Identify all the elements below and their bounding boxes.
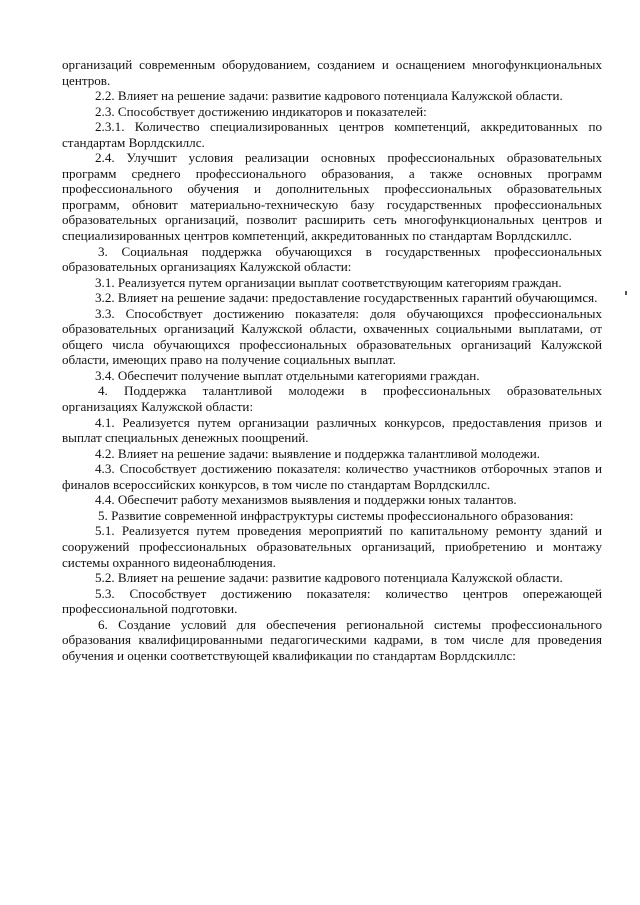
paragraph-4-1: 4.1. Реализуется путем организации различных конкурсов, предоставления призов и выплат специальных денежных поощрений.: [62, 414, 602, 446]
scan-mark: [625, 291, 627, 295]
paragraph-2-3: 2.3. Способствует достижению индикаторов и показателей:: [95, 103, 427, 119]
paragraph-5: 5. Развитие современной инфраструктуры системы профессионального образования:: [98, 507, 574, 523]
paragraph-continuation: организаций современным оборудованием, созданием и оснащением многофункциональных центров.: [62, 57, 602, 88]
paragraph-5-3: 5.3. Способствует достижению показателя: количество центров опережающей профессиональной подготовки.: [62, 585, 602, 617]
paragraph-3-3: 3.3. Способствует достижению показателя: доля обучающихся профессиональных образовательных организаций Калужской области, охваченных социальными выплатами, от общего числа обучающихся профессиональных образовательных организаций Калужской области, имеющих право на получение социальных выплат.: [62, 305, 602, 368]
paragraph-4-3: 4.3. Способствует достижению показателя: количество участников отборочных этапов и финалов всероссийских конкурсов, в том числе по стандартам Ворлдскиллс.: [62, 461, 602, 492]
paragraph-3-1: 3.1. Реализуется путем организации выплат соответствующим категориям граждан.: [95, 274, 562, 290]
paragraph-3-2: 3.2. Влияет на решение задачи: предоставление государственных гарантий обучающимся.: [95, 290, 598, 306]
paragraph-4-2: 4.2. Влияет на решение задачи: выявление и поддержка талантливой молодежи.: [95, 445, 540, 461]
paragraph-6: 6. Создание условий для обеспечения региональной системы профессионального образования квалифицированными педагогическими кадрами, в том числе для проведения обучения и оценки соответствующей квалификации по стандартам Ворлдскиллс:: [62, 616, 602, 663]
paragraph-3: 3. Социальная поддержка обучающихся в государственных профессиональных образовательных организациях Калужской области:: [62, 243, 602, 275]
paragraph-2-2: 2.2. Влияет на решение задачи: развитие кадрового потенциала Калужской области.: [95, 88, 563, 104]
paragraph-4-4: 4.4. Обеспечит работу механизмов выявления и поддержки юных талантов.: [95, 492, 517, 508]
paragraph-2-3-1: 2.3.1. Количество специализированных центров компетенций, аккредитованных по стандартам Ворлдскиллс.: [62, 119, 602, 150]
paragraph-3-4: 3.4. Обеспечит получение выплат отдельными категориями граждан.: [95, 367, 480, 383]
paragraph-5-1: 5.1. Реализуется путем проведения мероприятий по капитальному ремонту зданий и сооружений профессиональных образовательных организаций, приобретению и монтажу системы охранного видеонаблюдения.: [62, 523, 602, 570]
document-page: [62, 57, 602, 663]
paragraph-4: 4. Поддержка талантливой молодежи в профессиональных образовательных организациях Калужской области:: [62, 383, 602, 415]
paragraph-5-2: 5.2. Влияет на решение задачи: развитие кадрового потенциала Калужской области.: [95, 570, 563, 586]
paragraph-2-4: 2.4. Улучшит условия реализации основных профессиональных образовательных программ среднего профессионального образования, а также основных программ профессионального обучения и дополнительных профессиональных образовательных программ, обновит материально-техническую базу государственных профессиональных образовательных организаций, позволит расширить сеть многофункциональных центров и специализированных центров компетенций, аккредитованных по стандартам Ворлдскиллс.: [62, 150, 602, 244]
